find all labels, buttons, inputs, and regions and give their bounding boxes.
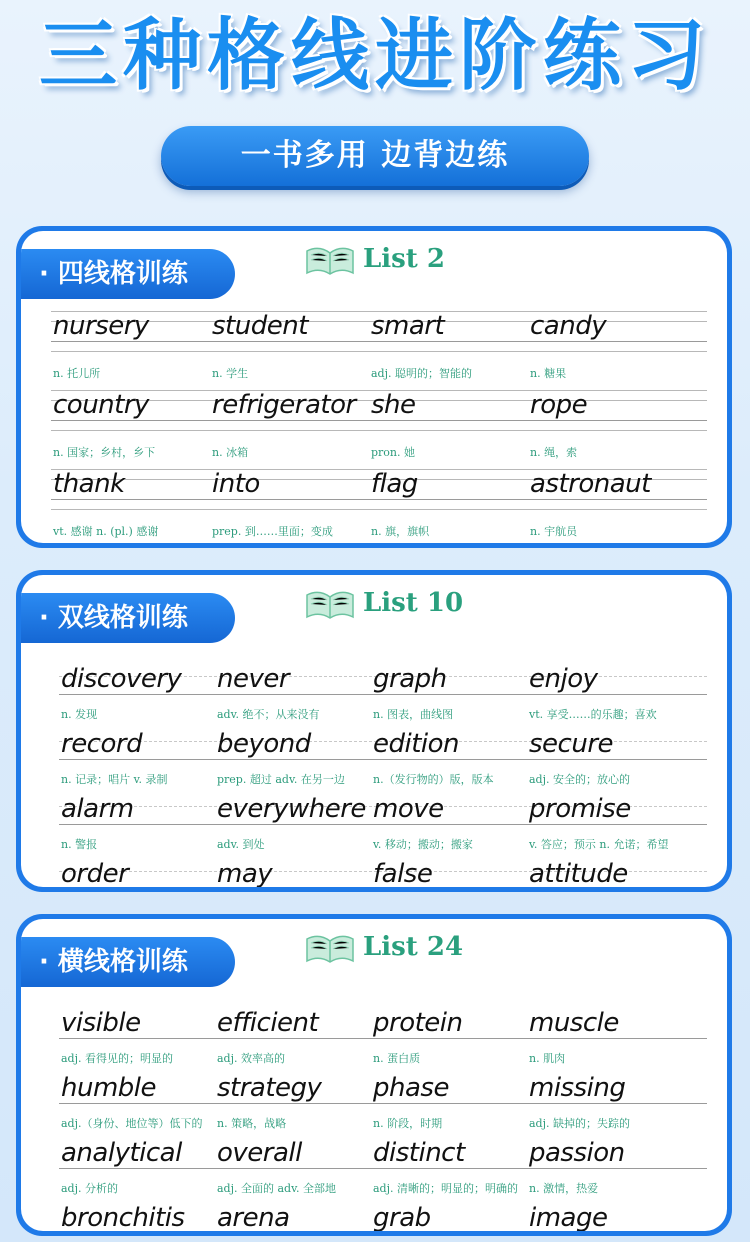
list-label: List 2 — [361, 244, 455, 274]
word: phase — [373, 1073, 449, 1103]
section-tab-four-line: · 四线格训练 — [21, 249, 235, 299]
card-four-line — [16, 226, 732, 548]
list-tag — [303, 239, 455, 279]
section-tab-double-line: · 双线格训练 — [21, 593, 235, 643]
open-book-icon — [303, 241, 357, 277]
word-row — [59, 1069, 707, 1133]
list-label: List 10 — [361, 588, 473, 618]
word-row — [59, 725, 707, 789]
word-meaning: adj. 缺掉的；失踪的 — [529, 1117, 631, 1130]
word: protein — [373, 1008, 463, 1038]
word: bronchitis — [61, 1203, 185, 1231]
word: order — [61, 859, 129, 887]
word-row — [51, 305, 707, 385]
word-meaning: prep. 到……里面；变成 — [212, 525, 333, 538]
word: move — [373, 794, 444, 824]
word-meaning: vt. 享受……的乐趣；喜欢 — [529, 708, 657, 721]
section-tab-single-line: · 横线格训练 — [21, 937, 235, 987]
open-book-icon — [303, 585, 357, 621]
word: humble — [61, 1073, 157, 1103]
card-single-line — [16, 914, 732, 1236]
word-meaning: n. 警报 — [61, 838, 98, 851]
word-row — [59, 790, 707, 854]
word-meaning: adj. 分析的 — [61, 1182, 119, 1195]
word: rope — [530, 390, 588, 420]
word: she — [371, 390, 416, 420]
subtitle-badge: 一书多用 边背边练 — [161, 126, 589, 186]
word: edition — [373, 729, 460, 759]
word-meaning: n. 激情，热爱 — [529, 1182, 599, 1195]
word-meaning: n. 糖果 — [530, 367, 567, 380]
word-meaning: n. 国家；乡村，乡下 — [53, 446, 156, 459]
word: student — [212, 311, 308, 341]
word-meaning: n. 肌肉 — [529, 1052, 566, 1065]
card-double-line — [16, 570, 732, 892]
word: strategy — [217, 1073, 322, 1103]
word-meaning: adv. 绝不；从来没有 — [217, 708, 320, 721]
word-row — [51, 463, 707, 543]
word-meaning: n. 托儿所 — [53, 367, 101, 380]
word-meaning: n. 旗，旗帜 — [371, 525, 430, 538]
word-meaning: vt. 感谢 n. (pl.) 感谢 — [53, 525, 159, 538]
word: beyond — [217, 729, 311, 759]
word: muscle — [529, 1008, 619, 1038]
word: analytical — [61, 1138, 182, 1168]
word: missing — [529, 1073, 626, 1103]
word: country — [53, 390, 149, 420]
word: visible — [61, 1008, 141, 1038]
list-tag — [303, 927, 473, 967]
word: into — [212, 469, 260, 499]
word: never — [217, 664, 290, 694]
word-row — [59, 1199, 707, 1231]
word: graph — [373, 664, 447, 694]
word-meaning: adj.（身份、地位等）低下的 — [61, 1117, 203, 1130]
word: image — [529, 1203, 608, 1231]
word-row — [59, 1004, 707, 1068]
word-meaning: n. 策略，战略 — [217, 1117, 287, 1130]
word-meaning: adj. 聪明的；智能的 — [371, 367, 473, 380]
word-meaning: n. 发现 — [61, 708, 98, 721]
word-meaning: v. 答应；预示 n. 允诺；希望 — [529, 838, 669, 851]
word: candy — [530, 311, 607, 341]
four-line-grid — [51, 305, 707, 538]
word-meaning: v. 移动；搬动；搬家 — [373, 838, 473, 851]
word: flag — [371, 469, 418, 499]
word: arena — [217, 1203, 290, 1231]
page-title: 三种格线进阶练习 — [38, 11, 711, 101]
word: smart — [371, 311, 445, 341]
word-meaning: adj. 全面的 adv. 全部地 — [217, 1182, 337, 1195]
word: discovery — [61, 664, 182, 694]
word-row — [59, 855, 707, 887]
word: false — [373, 859, 433, 887]
word-meaning: adv. 到处 — [217, 838, 265, 851]
word-meaning: n. 绳，索 — [530, 446, 578, 459]
word: enjoy — [529, 664, 598, 694]
list-tag — [303, 583, 473, 623]
word: alarm — [61, 794, 134, 824]
word-meaning: adj. 看得见的；明显的 — [61, 1052, 174, 1065]
word: efficient — [217, 1008, 319, 1038]
word-meaning: n. 宇航员 — [530, 525, 578, 538]
word-row — [59, 660, 707, 724]
word: may — [217, 859, 273, 887]
word: promise — [529, 794, 631, 824]
word: thank — [53, 469, 125, 499]
word-row — [59, 1134, 707, 1198]
word-meaning: n.（发行物的）版，版本 — [373, 773, 494, 786]
word-meaning: prep. 超过 adv. 在另一边 — [217, 773, 345, 786]
word: secure — [529, 729, 614, 759]
word: distinct — [373, 1138, 465, 1168]
word: overall — [217, 1138, 302, 1168]
word: everywhere — [217, 794, 366, 824]
word-meaning: n. 图表，曲线图 — [373, 708, 454, 721]
word-meaning: adj. 效率高的 — [217, 1052, 286, 1065]
word-meaning: adj. 安全的；放心的 — [529, 773, 631, 786]
word: nursery — [53, 311, 149, 341]
word: attitude — [529, 859, 628, 887]
word-meaning: n. 记录；唱片 v. 录制 — [61, 773, 168, 786]
word-row — [51, 384, 707, 464]
list-label: List 24 — [361, 932, 473, 962]
word-meaning: n. 学生 — [212, 367, 249, 380]
word: passion — [529, 1138, 625, 1168]
word-meaning: pron. 她 — [371, 446, 415, 459]
open-book-icon — [303, 929, 357, 965]
word-meaning: n. 阶段，时期 — [373, 1117, 443, 1130]
word-meaning: n. 蛋白质 — [373, 1052, 421, 1065]
word-meaning: adj. 清晰的；明显的；明确的 — [373, 1182, 519, 1195]
word: grab — [373, 1203, 431, 1231]
word-meaning: n. 冰箱 — [212, 446, 249, 459]
word: record — [61, 729, 143, 759]
word: astronaut — [530, 469, 651, 499]
word: refrigerator — [212, 390, 356, 420]
